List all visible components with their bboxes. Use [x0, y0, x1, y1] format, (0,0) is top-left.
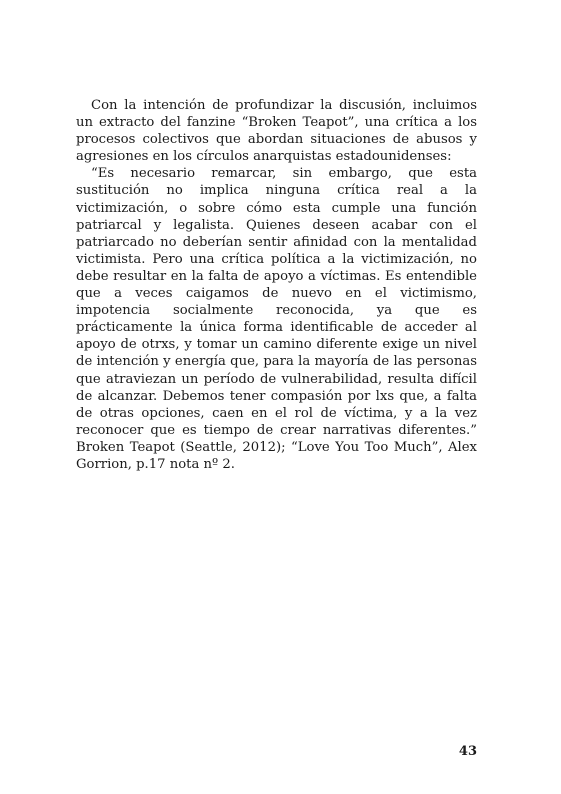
paragraph-quote: “Es necesario remarcar, sin embargo, que esta sustitución no implica ninguna crítica real a la victimización, o sobre cómo esta cumple una función patriarcal y legalista. Quienes deseen acabar con el patriarcado no deberían sentir afinidad con la mentalidad victimista. Pero una crítica política a la victimización, no debe resultar en la falta de apoyo a víctimas. Es entendible que a veces caigamos de nuevo en el victimismo, impotencia socialmente reconocida, ya que es prácticamente la única forma identificable de acceder al apoyo de otrxs, y tomar un camino diferente exige un nivel de intención y energía que, para la mayoría de las personas que atraviezan un período de vulnerabilidad, resulta difícil de alcanzar. Debemos tener compasión por lxs que, a falta de otras opciones, caen en el rol de víctima, y a la vez reconocer que es tiempo de crear narrativas diferentes.” Broken Teapot (Seattle, 2012); “Love You Too Much”, Alex Gorrion, p.17 nota nº 2. — [76, 166, 477, 472]
paragraph-intro: Con la intención de profundizar la discusión, incluimos un extracto del fanzine “Broken Teapot”, una crítica a los procesos colectivos que abordan situaciones de abusos y agresiones en los círculos anarquistas estadounidenses: — [76, 98, 477, 165]
body-text — [76, 97, 477, 473]
page-number: 43 — [458, 744, 477, 759]
